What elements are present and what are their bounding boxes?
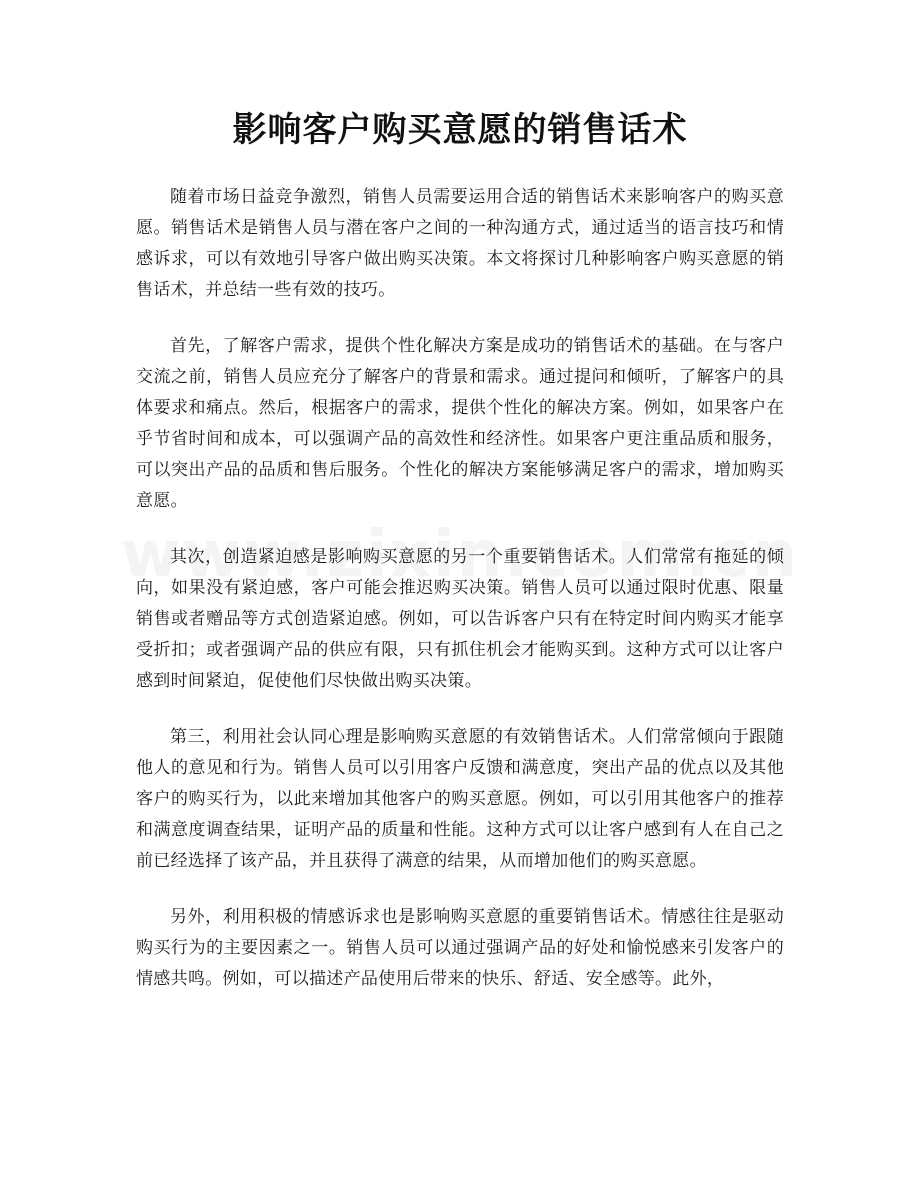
- paragraph-third: 第三，利用社会认同心理是影响购买意愿的有效销售话术。人们常常倾向于跟随他人的意见和行为。销售人员可以引用客户反馈和满意度，突出产品的优点以及其他客户的购买行为，以此来增加其他客户的购买意愿。例如，可以引用其他客户的推荐和满意度调查结果，证明产品的质量和性能。这种方式可以让客户感到有人在自己之前已经选择了该产品，并且获得了满意的结果，从而增加他们的购买意愿。: [136, 727, 784, 871]
- document-title: 影响客户购买意愿的销售话术: [232, 110, 688, 150]
- paragraph-intro: 随着市场日益竞争激烈，销售人员需要运用合适的销售话术来影响客户的购买意愿。销售话术是销售人员与潜在客户之间的一种沟通方式，通过适当的语言技巧和情感诉求，可以有效地引导客户做出购买决策。本文将探讨几种影响客户购买意愿的销售话术，并总结一些有效的技巧。: [136, 187, 784, 300]
- document-body: [136, 182, 784, 1020]
- paragraph-additional: 另外，利用积极的情感诉求也是影响购买意愿的重要销售话术。情感往往是驱动购买行为的主要因素之一。销售人员可以通过强调产品的好处和愉悦感来引发客户的情感共鸣。例如，可以描述产品使用后带来的快乐、舒适、安全感等。此外，: [136, 907, 784, 989]
- paragraph-second: 其次，创造紧迫感是影响购买意愿的另一个重要销售话术。人们常常有拖延的倾向，如果没有紧迫感，客户可能会推迟购买决策。销售人员可以通过限时优惠、限量销售或者赠品等方式创造紧迫感。例如，可以告诉客户只有在特定时间内购买才能享受折扣；或者强调产品的供应有限，只有抓住机会才能购买到。这种方式可以让客户感到时间紧迫，促使他们尽快做出购买决策。: [136, 547, 784, 691]
- paragraph-first: 首先，了解客户需求，提供个性化解决方案是成功的销售话术的基础。在与客户交流之前，销售人员应充分了解客户的背景和需求。通过提问和倾听，了解客户的具体要求和痛点。然后，根据客户的需求，提供个性化的解决方案。例如，如果客户在乎节省时间和成本，可以强调产品的高效性和经济性。如果客户更注重品质和服务，可以突出产品的品质和售后服务。个性化的解决方案能够满足客户的需求，增加购买意愿。: [136, 336, 784, 511]
